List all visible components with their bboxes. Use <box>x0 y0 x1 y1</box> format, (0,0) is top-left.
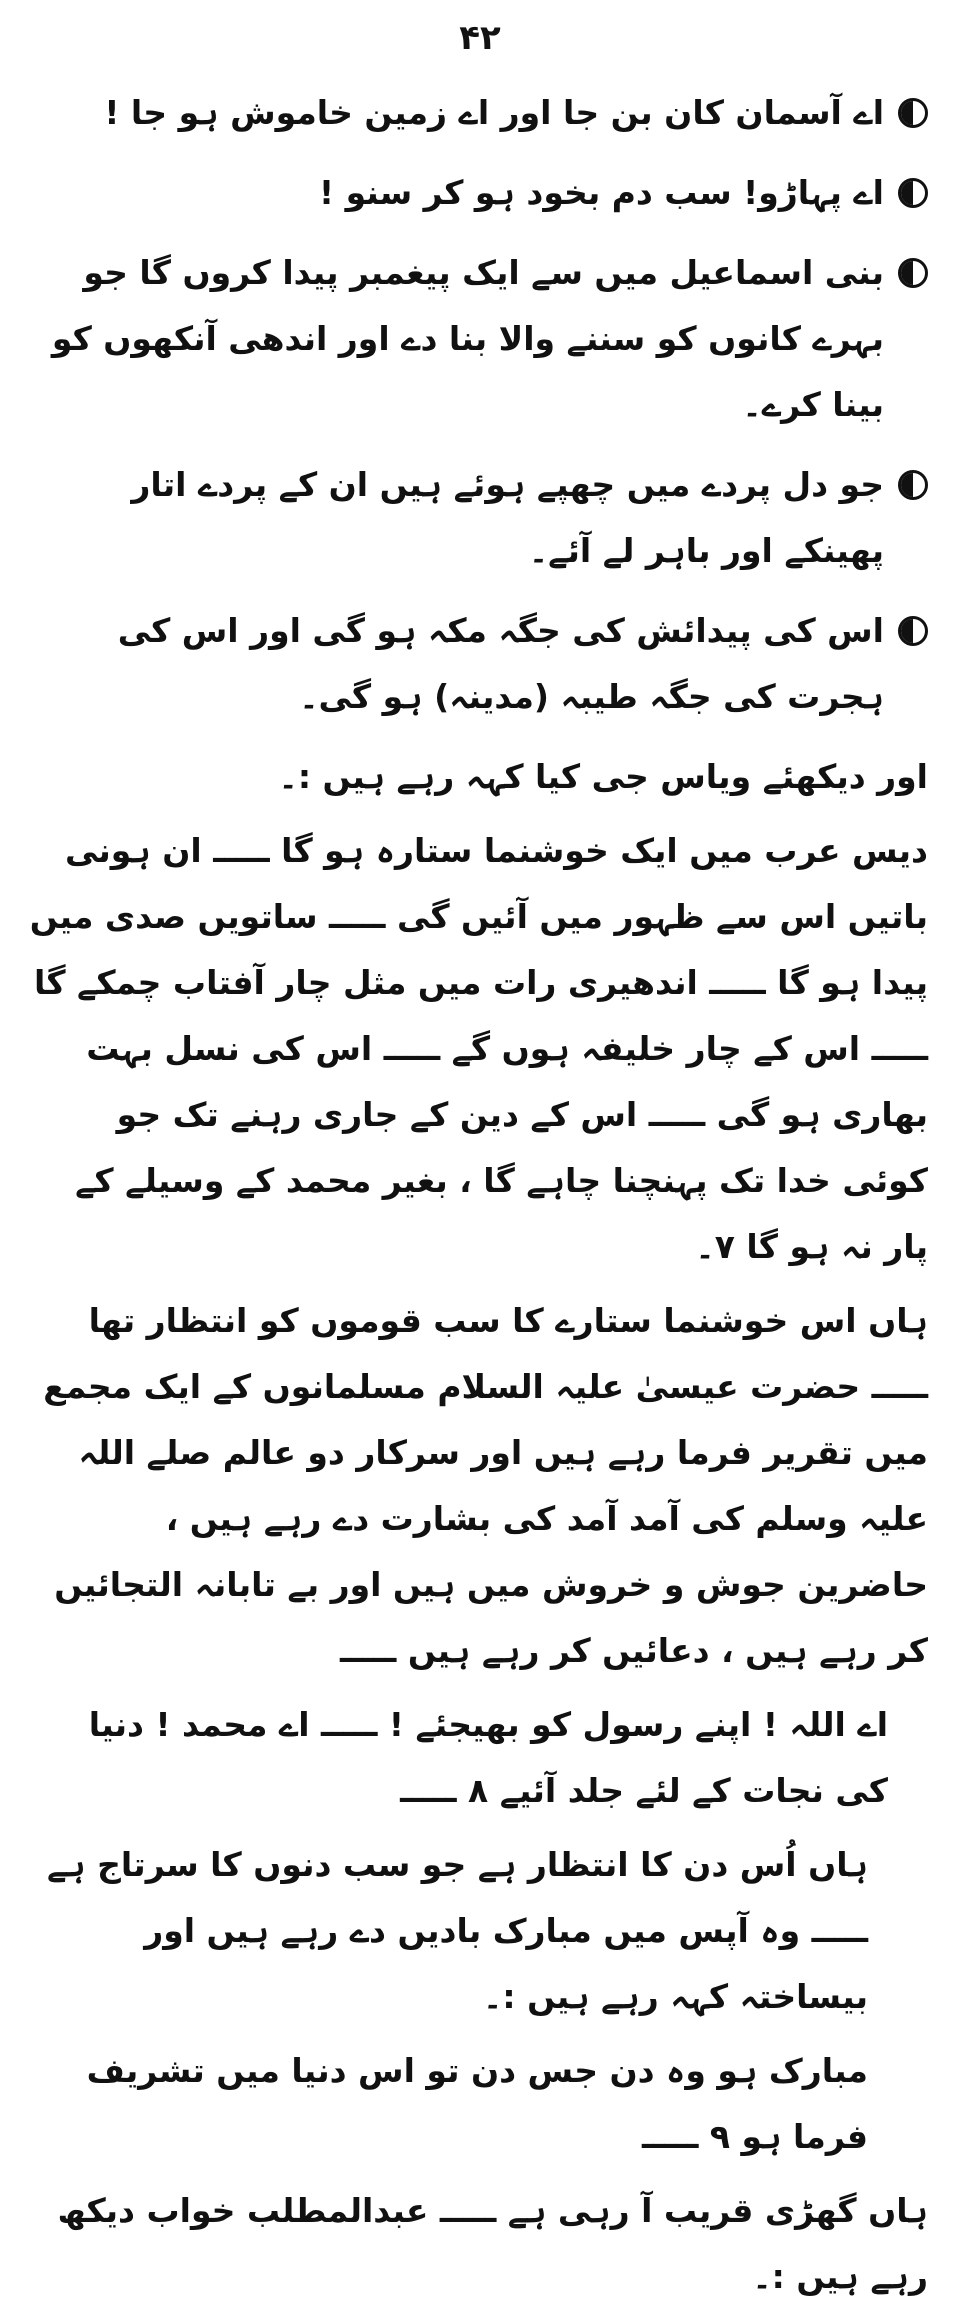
bullet-text: اے پہاڑو! سب دم بخود ہو کر سنو ! <box>319 173 884 212</box>
prayer-quote: اے اللہ ! اپنے رسول کو بھیجئے ! ـــــ اے محمد ! دنیا کی نجات کے لئے جلد آئیے ۸ ـــــ <box>88 1705 888 1810</box>
half-circle-bullet-icon <box>898 470 928 500</box>
page-body <box>28 80 928 2318</box>
bullet-text: اے آسمان کان بن جا اور اے زمین خاموش ہو جا ! <box>104 93 884 132</box>
bullet-item <box>28 240 928 438</box>
bullet-text: جو دل پردے میں چھپے ہوئے ہیں ان کے پردے اتار پھینکے اور باہر لے آئے۔ <box>131 465 884 570</box>
day-paragraph: ہاں اُس دن کا انتظار ہے جو سب دنوں کا سرتاج ہے ـــــ وہ آپس میں مبارک بادیں دے رہے ہیں اور بیساختہ کہہ رہے ہیں :۔ <box>46 1845 868 2016</box>
bullet-item <box>28 160 928 226</box>
blessing-quote: مبارک ہو وہ دن جس دن تو اس دنیا میں تشریف فرما ہو ۹ ـــــ <box>86 2051 868 2156</box>
half-circle-bullet-icon <box>898 178 928 208</box>
vyas-paragraph: دیس عرب میں ایک خوشنما ستارہ ہو گا ـــــ ان ہونی باتیں اس سے ظہور میں آئیں گی ـــــ ساتویں صدی میں پیدا ہو گا ـــــ اندھیری رات میں مثل چار آفتاب چمکے گا ـــــ اس کے چار خلیفہ ہوں گے ـــــ اس کی نسل بہت بھاری ہو گی ـــــ اس کے دین کے جاری رہنے تک جو کوئی خدا تک پہنچنا چاہے گا ، بغیر محمد کے وسیلے کے پار نہ ہو گا ۷۔ <box>29 831 928 1266</box>
bullet-text: اس کی پیدائش کی جگہ مکہ ہو گی اور اس کی ہجرت کی جگہ طیبہ (مدینہ) ہو گی۔ <box>117 611 884 716</box>
half-circle-bullet-icon <box>898 258 928 288</box>
bullet-item <box>28 80 928 146</box>
page-number: ۴۲ <box>459 18 501 58</box>
bullet-item <box>28 598 928 730</box>
closing-line: ہاں گھڑی قریب آ رہی ہے ـــــ عبدالمطلب خواب دیکھ رہے ہیں :۔ <box>57 2191 928 2296</box>
intro-line: اور دیکھئے ویاس جی کیا کہہ رہے ہیں :۔ <box>278 757 928 796</box>
bullet-text: بنی اسماعیل میں سے ایک پیغمبر پیدا کروں گا جو بہرے کانوں کو سننے والا بنا دے اور اندھی آنکھوں کو بینا کرے۔ <box>51 253 884 424</box>
isa-paragraph: ہاں اس خوشنما ستارے کا سب قوموں کو انتظار تھا ـــــ حضرت عیسیٰ علیہ السلام مسلمانوں کے ایک مجمع میں تقریر فرما رہے ہیں اور سرکار دو عالم صلے اللہ علیہ وسلم کی آمد آمد کی بشارت دے رہے ہیں ، حاضرین جوش و خروش میں ہیں اور بے تابانہ التجائیں کر رہے ہیں ، دعائیں کر رہے ہیں ـــــ <box>43 1301 928 1670</box>
half-circle-bullet-icon <box>898 98 928 128</box>
bullet-item <box>28 452 928 584</box>
half-circle-bullet-icon <box>898 616 928 646</box>
